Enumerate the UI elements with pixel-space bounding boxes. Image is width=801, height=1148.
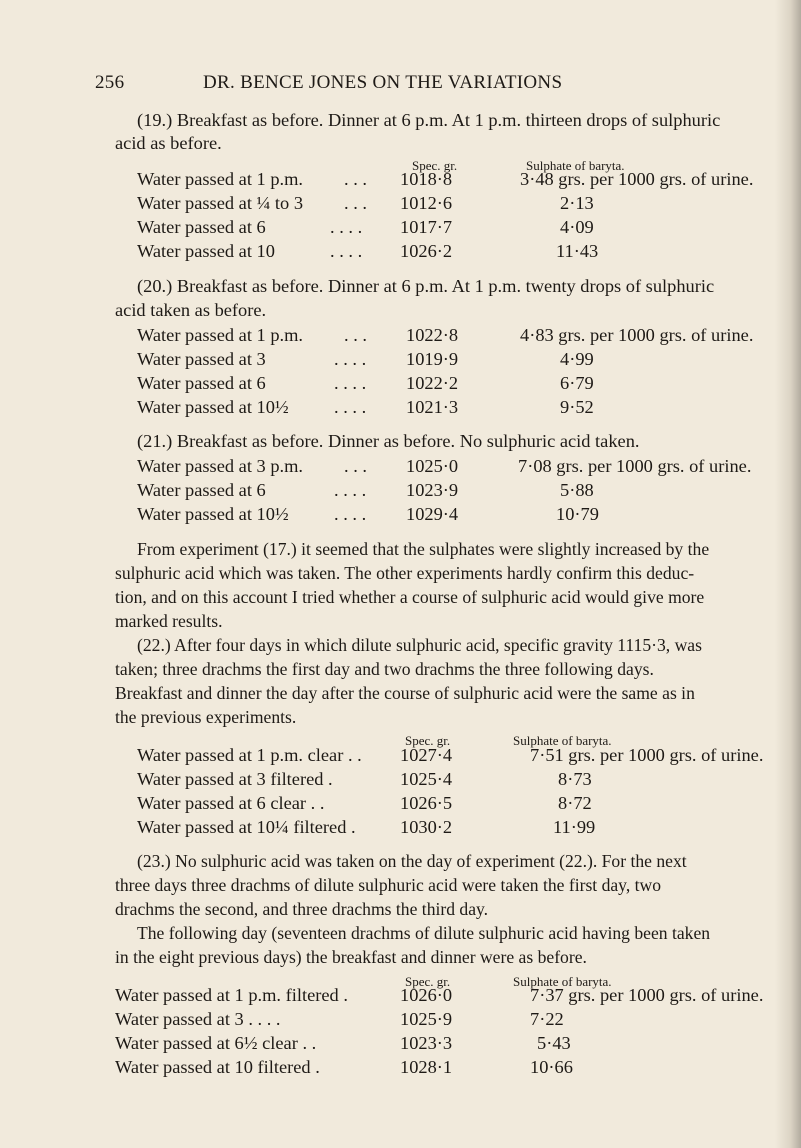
exp19-row-spec: 1018·8 [400,169,453,189]
exp22-row-sulph: 8·73 [558,769,592,789]
exp20-row-spec: 1021·3 [406,397,459,417]
exp21-row-sulph: 5·88 [560,480,594,500]
exp22-row-label: Water passed at 3 filtered . [137,769,333,789]
exp19-intro-a: (19.) Breakfast as before. Dinner at 6 p.m. At 1 p.m. thirteen drops of sulphuric [137,110,721,130]
exp19-row-sulph: 2·13 [560,193,594,213]
exp20-row-label: Water passed at 1 p.m. [137,325,304,345]
exp22-row-sulph: 11·99 [553,817,596,837]
exp23-row-spec: 1026·0 [400,985,453,1005]
paragraph-line: marked results. [115,611,223,631]
exp22-row-label: Water passed at 1 p.m. clear . . [137,745,362,765]
exp21-row-label: Water passed at 6 [137,480,266,500]
exp23-col-spec: Spec. gr. [405,974,451,989]
exp21-row-label: Water passed at 10½ [137,504,289,524]
exp19-row-sulph: 4·09 [560,217,594,237]
page-edge-shadow [775,0,801,1148]
exp20-row-dots: . . . [344,325,367,345]
exp20-row-sulph: 4·99 [560,349,594,369]
exp19-row-label: Water passed at 10 [137,241,275,261]
exp22-col-spec: Spec. gr. [405,733,451,748]
paragraph-line: The following day (seventeen drachms of dilute sulphuric acid having been taken [137,923,711,943]
paragraph-line: drachms the second, and three drachms the third day. [115,899,489,919]
exp21-row-spec: 1025·0 [406,456,459,476]
exp20-intro-b: acid taken as before. [115,300,267,320]
exp22-row-spec: 1026·5 [400,793,453,813]
exp20-row-sulph: 9·52 [560,397,594,417]
exp20-row-sulph: 6·79 [560,373,594,393]
exp23-col-sulph: Sulphate of baryta. [513,974,612,989]
exp20-row-label: Water passed at 10½ [137,397,289,417]
exp20-intro-a: (20.) Breakfast as before. Dinner at 6 p.m. At 1 p.m. twenty drops of sulphuric [137,276,715,296]
running-title: DR. BENCE JONES ON THE VARIATIONS [203,72,563,93]
exp21-row-label: Water passed at 3 p.m. [137,456,304,476]
exp22-col-sulph: Sulphate of baryta. [513,733,612,748]
exp20-row-spec: 1022·2 [406,373,459,393]
exp23-row-label: Water passed at 10 filtered . [115,1057,320,1077]
exp23-row-label: Water passed at 6½ clear . . [115,1033,317,1053]
exp19-col-sulph: Sulphate of baryta. [526,158,625,173]
exp23-row-sulph: 7·22 [530,1009,564,1029]
paragraph-line: tion, and on this account I tried whether a course of sulphuric acid would give more [115,587,705,607]
exp19-row-spec: 1017·7 [400,217,453,237]
exp20-row-dots: . . . . [334,397,367,417]
paragraph-line: sulphuric acid which was taken. The other experiments hardly confirm this deduc- [115,563,695,583]
exp22-row-label: Water passed at 6 clear . . [137,793,325,813]
exp19-row-dots: . . . . [330,217,363,237]
exp19-row-spec: 1026·2 [400,241,453,261]
exp21-row-dots: . . . [344,456,367,476]
exp21-row-dots: . . . . [334,480,367,500]
exp23-row-spec: 1025·9 [400,1009,453,1029]
exp20-row-spec: 1022·8 [406,325,459,345]
exp19-col-spec: Spec. gr. [412,158,458,173]
page-number: 256 [95,72,125,93]
exp22-row-spec: 1025·4 [400,769,453,789]
exp19-intro-b: acid as before. [115,133,222,153]
exp19-row-dots: . . . [344,169,367,189]
paragraph-line: Breakfast and dinner the day after the course of sulphuric acid were the same as in [115,683,695,703]
exp21-row-sulph: 7·08 grs. per 1000 grs. of urine. [518,456,752,476]
exp19-row-label: Water passed at ¼ to 3 [137,193,304,213]
exp20-row-label: Water passed at 6 [137,373,266,393]
exp23-row-sulph: 7·37 grs. per 1000 grs. of urine. [530,985,764,1005]
exp21-row-dots: . . . . [334,504,367,524]
paragraph-line: three days three drachms of dilute sulphuric acid were taken the first day, two [115,875,662,895]
exp20-row-dots: . . . . [334,349,367,369]
exp21-row-spec: 1029·4 [406,504,459,524]
exp23-row-sulph: 5·43 [537,1033,571,1053]
exp22-row-label: Water passed at 10¼ filtered . [137,817,356,837]
exp22-row-spec: 1030·2 [400,817,453,837]
paragraph-line: the previous experiments. [115,707,297,727]
exp19-row-dots: . . . [344,193,367,213]
exp21-intro-a: (21.) Breakfast as before. Dinner as before. No sulphuric acid taken. [137,431,640,451]
exp20-row-label: Water passed at 3 [137,349,266,369]
paragraph-line: taken; three drachms the first day and two drachms the three following days. [115,659,654,679]
exp22-row-sulph: 7·51 grs. per 1000 grs. of urine. [530,745,764,765]
exp19-row-sulph: 3·48 grs. per 1000 grs. of urine. [520,169,754,189]
exp20-row-spec: 1019·9 [406,349,459,369]
exp21-row-sulph: 10·79 [556,504,599,524]
exp22-row-sulph: 8·72 [558,793,592,813]
exp19-row-spec: 1012·6 [400,193,453,213]
exp19-row-label: Water passed at 1 p.m. [137,169,304,189]
exp23-row-label: Water passed at 3 . . . . [115,1009,281,1029]
exp23-row-label: Water passed at 1 p.m. filtered . [115,985,348,1005]
exp19-row-label: Water passed at 6 [137,217,266,237]
paragraph-line: (22.) After four days in which dilute sulphuric acid, specific gravity 1115·3, was [137,635,702,655]
exp21-row-spec: 1023·9 [406,480,459,500]
paragraph-line: From experiment (17.) it seemed that the sulphates were slightly increased by the [137,539,710,559]
exp19-row-sulph: 11·43 [556,241,599,261]
exp23-row-spec: 1023·3 [400,1033,453,1053]
exp23-row-sulph: 10·66 [530,1057,573,1077]
paragraph-line: in the eight previous days) the breakfast and dinner were as before. [115,947,587,967]
paragraph-line: (23.) No sulphuric acid was taken on the day of experiment (22.). For the next [137,851,687,871]
exp20-row-dots: . . . . [334,373,367,393]
exp19-row-dots: . . . . [330,241,363,261]
exp20-row-sulph: 4·83 grs. per 1000 grs. of urine. [520,325,754,345]
exp22-row-spec: 1027·4 [400,745,453,765]
exp23-row-spec: 1028·1 [400,1057,453,1077]
